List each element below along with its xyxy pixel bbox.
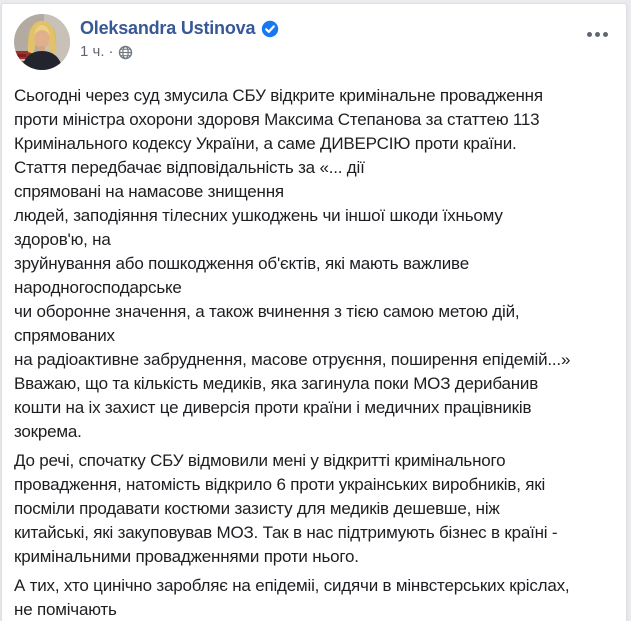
text-line: До речі, спочатку СБУ відмовили мені у відкритті кримінального: [14, 451, 506, 470]
text-line: кошти на іх захист це диверсія проти країни і медичних працівників: [14, 398, 532, 417]
text-line: кримінальними провадженнями проти нього.: [14, 547, 359, 566]
ellipsis-dot: [587, 32, 592, 37]
text-line: посміли продавати костюми зазисту для медиків дешевше, ніж: [14, 499, 500, 518]
ellipsis-dot: [603, 32, 608, 37]
paragraph: [14, 574, 614, 621]
text-line: на радіоактивне забруднення, масове отруєння, поширення епідемій...»: [14, 350, 571, 369]
text-line: Сьогодні через суд змусила СБУ відкрите кримінальне провадження: [14, 86, 543, 105]
text-line: проти міністра охорони здоровя Максима Степанова за статтею 113: [14, 110, 540, 129]
timestamp[interactable]: 1 ч.: [80, 43, 105, 60]
text-line: Стаття передбачає відповідальність за «... дії: [14, 158, 365, 177]
verified-badge-icon: [261, 20, 279, 38]
paragraph: [14, 84, 614, 444]
paragraph: [14, 449, 614, 569]
author-name[interactable]: Oleksandra Ustinova: [80, 18, 256, 38]
post-body: [2, 70, 626, 621]
text-line: не помічають: [14, 600, 117, 619]
text-line: спрямовані на намасове знищення: [14, 182, 284, 201]
post-card: [1, 3, 627, 621]
avatar[interactable]: [14, 14, 70, 70]
post-meta: [80, 43, 279, 60]
text-line: китайські, які закуповував МОЗ. Так в нас підтримують бізнес в країні -: [14, 523, 558, 542]
meta-separator: ·: [108, 43, 114, 60]
text-line: провадження, натомість відкрило 6 проти украінських виробників, які: [14, 475, 546, 494]
text-line: спрямованих: [14, 326, 115, 345]
text-line: здоров'ю, на: [14, 230, 111, 249]
globe-icon: [118, 45, 133, 60]
text-line: Кримінального кодексу України, а саме ДИВЕРСІЮ проти країни.: [14, 134, 517, 153]
more-options-button[interactable]: [583, 26, 612, 43]
post-header: [2, 4, 626, 70]
text-line: зокрема.: [14, 422, 82, 441]
text-line: зруйнування або пошкодження об'єктів, які мають важливе: [14, 254, 469, 273]
text-line: чи оборонне значення, а також вчинення з тією самою метою дій,: [14, 302, 520, 321]
header-text-block: [80, 14, 279, 60]
text-line: людей, заподіяння тілесних ушкоджень чи іншої шкоди їхньому: [14, 206, 503, 225]
text-line: А тих, хто цинічно заробляє на епідеміі, сидячи в мінвстерських кріслах,: [14, 576, 570, 595]
avatar-photo: [14, 14, 70, 70]
text-line: народногосподарське: [14, 278, 182, 297]
text-line: Вважаю, що та кількість медиків, яка загинула поки МОЗ дерибанив: [14, 374, 539, 393]
author-row: [80, 18, 279, 39]
ellipsis-dot: [595, 32, 600, 37]
